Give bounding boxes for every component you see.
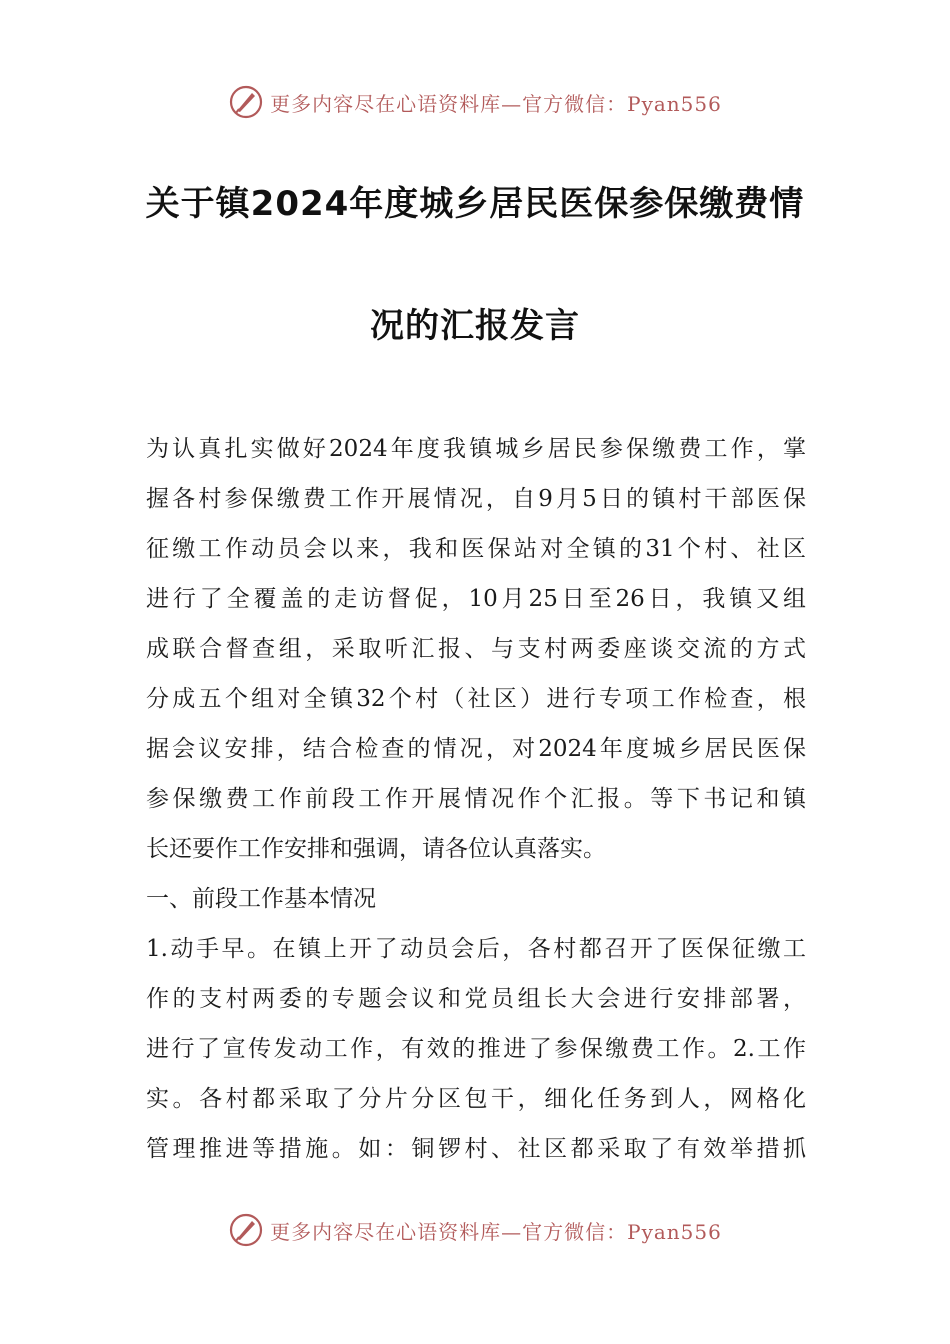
quill-pen-circle-icon [228,1212,264,1248]
body-line: 为认真扎实做好2024年度我镇城乡居民参保缴费工作，掌 [146,436,806,462]
document-body [146,424,806,1174]
document-title-line-2: 况的汇报发言 [370,306,580,346]
body-line: 1.动手早。在镇上开了动员会后，各村都召开了医保征缴工 [146,936,806,962]
body-line: 实。各村都采取了分片分区包干，细化任务到人，网格化 [146,1086,806,1112]
body-line: 管理推进等措施。如：铜锣村、社区都采取了有效举措抓 [146,1136,806,1162]
body-line: 进行了全覆盖的走访督促，10月25日至26日，我镇又组 [146,586,806,612]
section-heading: 一、前段工作基本情况 [146,886,376,912]
body-line: 进行了宣传发动工作，有效的推进了参保缴费工作。2.工作 [146,1036,806,1062]
watermark-header [0,80,950,124]
body-line: 分成五个组对全镇32个村（社区）进行专项工作检查，根 [146,686,806,712]
body-line: 参保缴费工作前段工作开展情况作个汇报。等下书记和镇 [146,786,806,812]
document-title-line-1: 关于镇2024年度城乡居民医保参保缴费情 [145,184,805,224]
body-line: 作的支村两委的专题会议和党员组长大会进行安排部署， [146,986,806,1012]
quill-pen-circle-icon [228,84,264,120]
body-line: 据会议安排，结合检查的情况，对2024年度城乡居民医保 [146,736,806,762]
body-line: 征缴工作动员会以来，我和医保站对全镇的31个村、社区 [146,536,806,562]
body-line: 握各村参保缴费工作开展情况，自9月5日的镇村干部医保 [146,486,806,512]
watermark-footer [0,1208,950,1252]
body-line: 长还要作工作安排和强调，请各位认真落实。 [146,836,606,862]
watermark-text: 更多内容尽在心语资料库—官方微信：Pyan556 [270,91,722,116]
body-line: 成联合督查组，采取听汇报、与支村两委座谈交流的方式 [146,636,806,662]
watermark-text: 更多内容尽在心语资料库—官方微信：Pyan556 [270,1219,722,1244]
